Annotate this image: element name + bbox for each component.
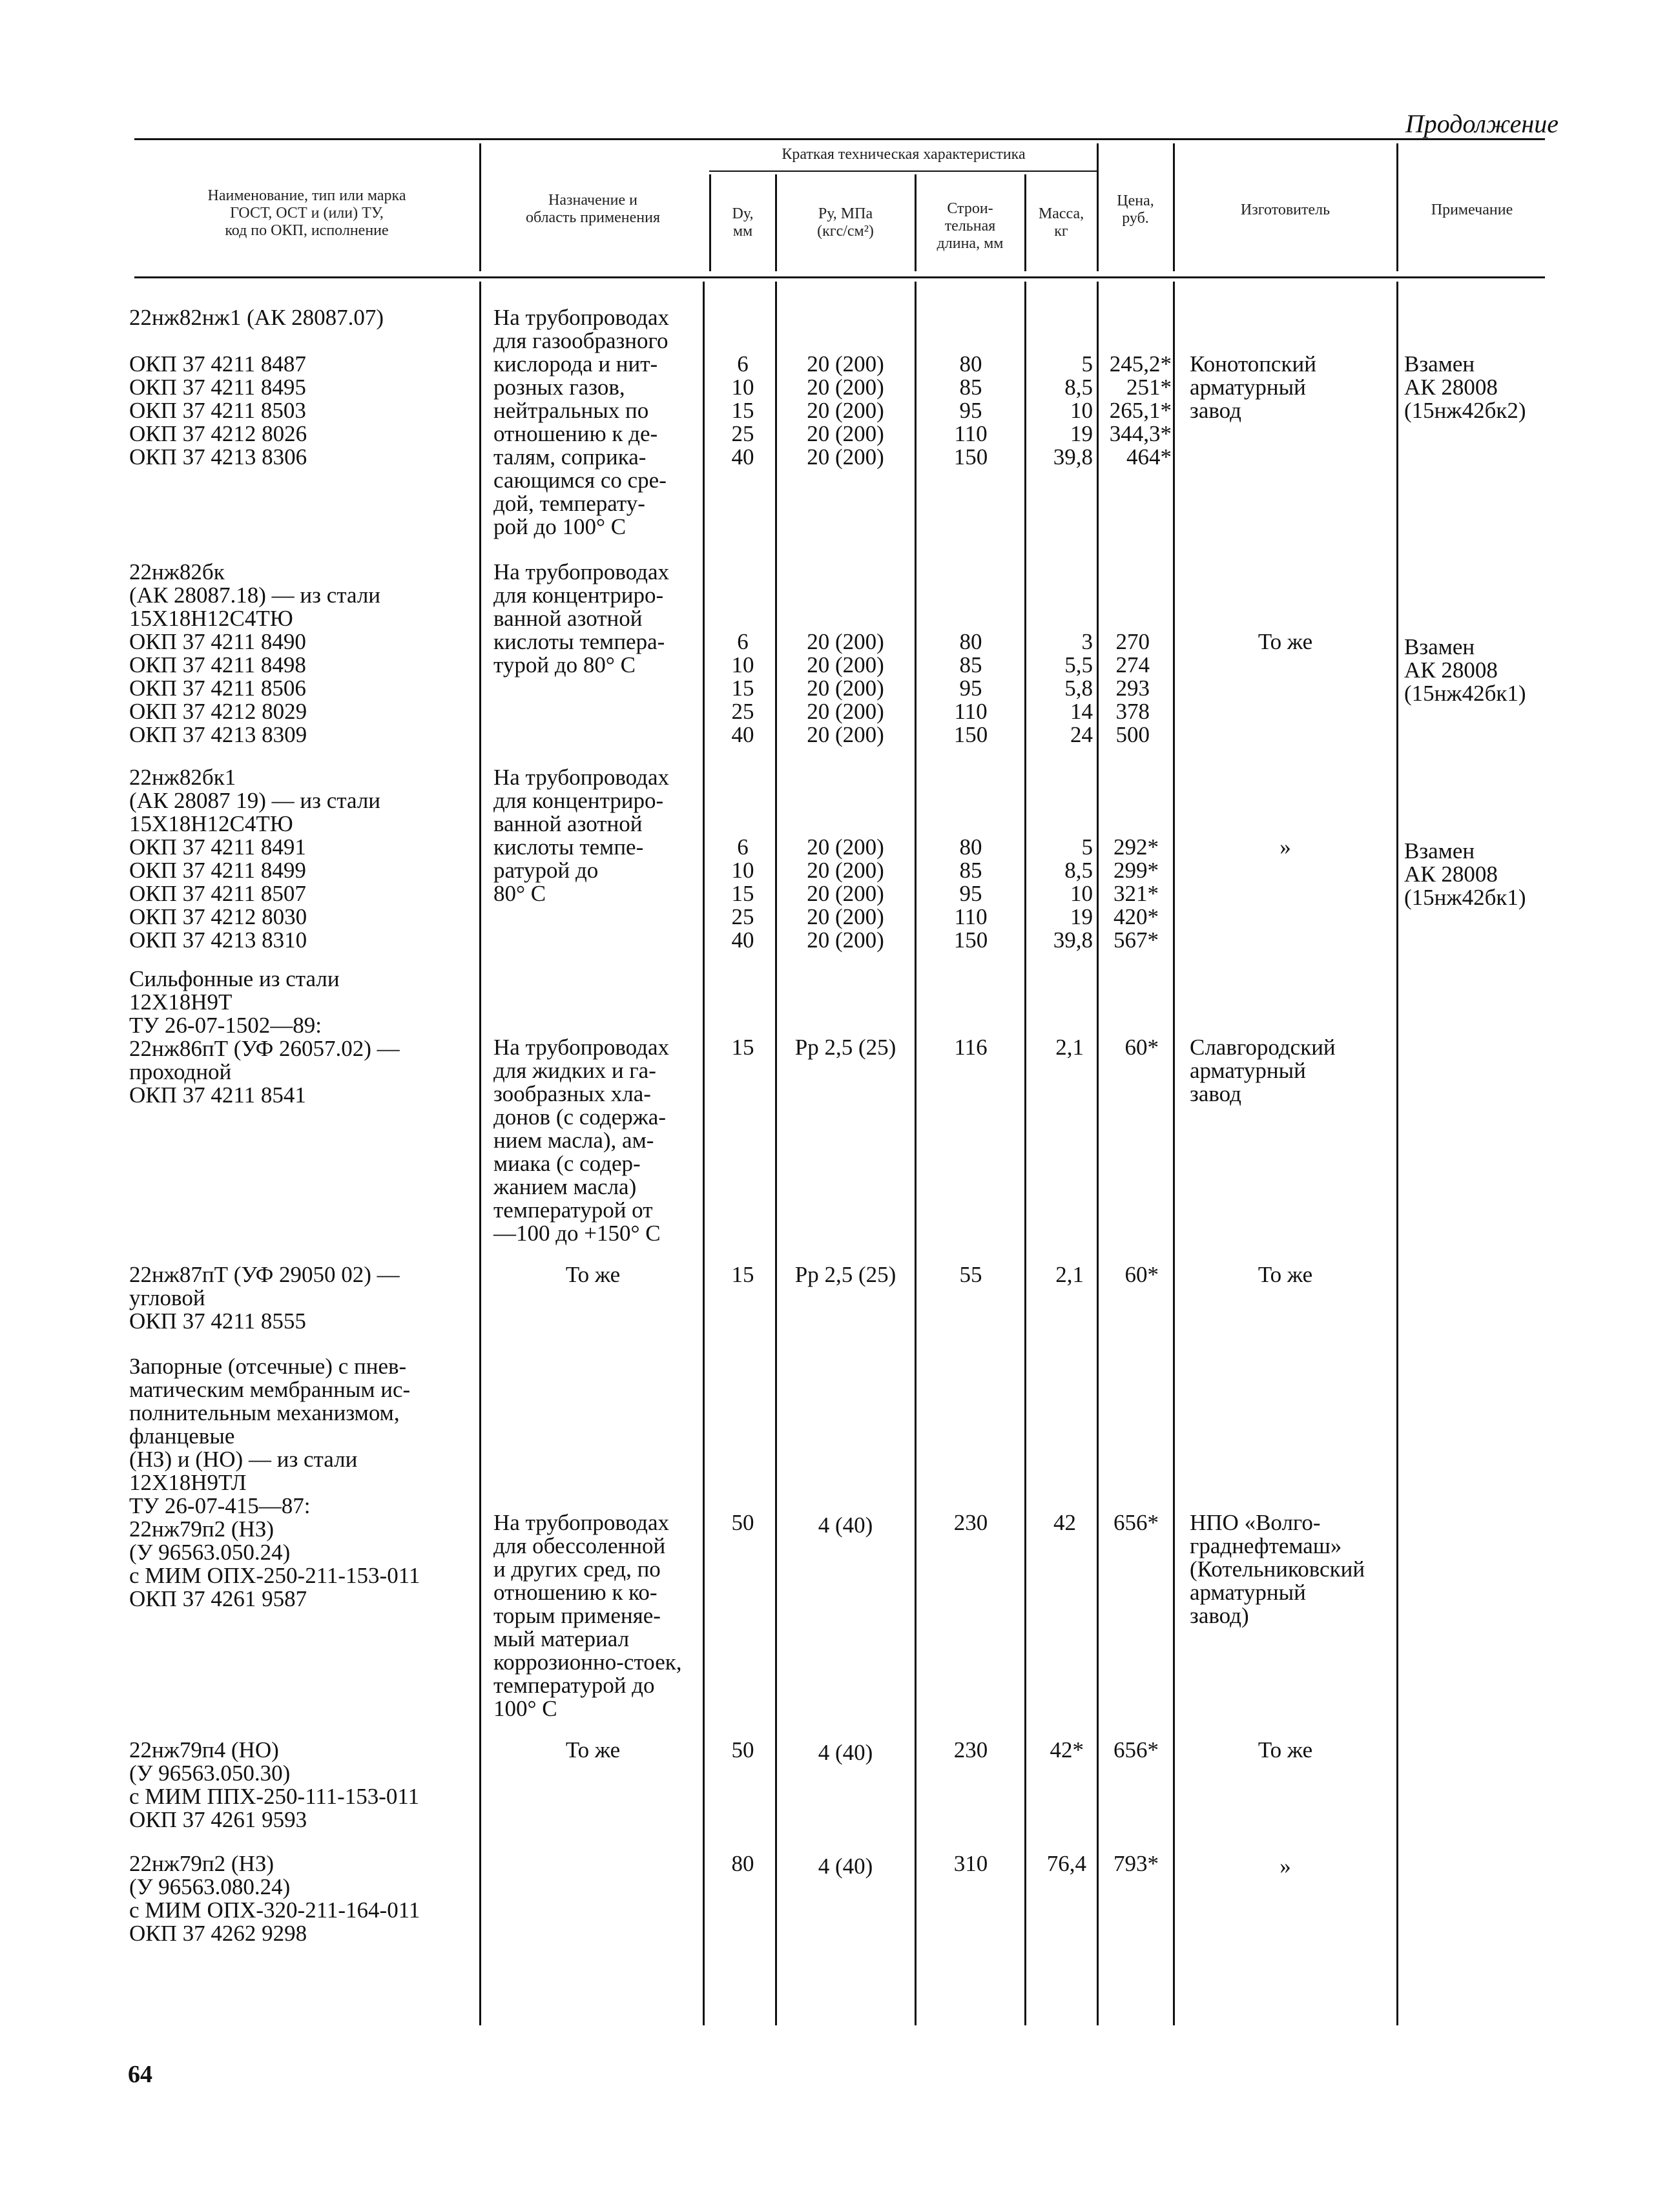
continuation-label: Продолжение bbox=[1405, 109, 1559, 138]
row-length: 230 bbox=[953, 1737, 988, 1762]
row-dy: 6 10 15 25 40 bbox=[731, 629, 754, 747]
row-maker: Конотопский арматурный завод bbox=[1190, 351, 1316, 423]
col-divider bbox=[1097, 143, 1099, 271]
row-name: 22нж82бк (АК 28087.18) — из стали 15Х18Н12С4ТЮ ОКП 37 4211 8490 ОКП 37 4211 8498 ОКП 37 4211 8506 ОКП 37 4212 8029 ОКП 37 4213 8309 bbox=[129, 559, 381, 747]
row-maker: То же bbox=[1258, 629, 1313, 654]
header-py: Pу, МПа (кгс/см²) bbox=[817, 205, 874, 240]
row-purpose: На трубопроводах для жидких и га- зообразных хла- донов (с содержа- нием масла), ам- миака (с содер- жанием масла) температурой от —100 до +150° С bbox=[493, 1035, 670, 1246]
row-py: 4 (40) bbox=[818, 1854, 873, 1879]
row-dy: 6 10 15 25 40 bbox=[731, 834, 754, 953]
header-maker: Изготовитель bbox=[1240, 202, 1331, 218]
header-note: Примечание bbox=[1431, 202, 1513, 218]
row-name: 22нж79п4 (НО) (У 96563.050.30) с МИМ ППХ-250-111-153-011 ОКП 37 4261 9593 bbox=[129, 1737, 420, 1832]
header-name: Наименование, тип или марка ГОСТ, ОСТ и (или) ТУ, код по ОКП, исполнение bbox=[207, 187, 406, 239]
row-price: 60* bbox=[1124, 1035, 1159, 1060]
row-dy: 50 bbox=[731, 1510, 754, 1535]
header-price: Цена, руб. bbox=[1117, 192, 1154, 227]
header-bottom-rule bbox=[134, 276, 1545, 278]
row-purpose: На трубопроводах для концентриро- ванной азотной кислоты темпера- турой до 80° С bbox=[493, 559, 670, 677]
header-length: Строи- тельная длина, мм bbox=[937, 200, 1004, 252]
col-divider bbox=[775, 282, 777, 2025]
row-price: 245,2* 251* 265,1* 344,3* 464* bbox=[1109, 351, 1172, 470]
col-divider bbox=[1024, 282, 1026, 2025]
row-purpose: На трубопроводах для концентриро- ванной азотной кислоты темпе- ратурой до 80° С bbox=[493, 765, 670, 906]
header-tech-group: Краткая техническая характеристика bbox=[782, 146, 1026, 163]
row-dy: 15 bbox=[731, 1035, 754, 1060]
row-mass: 76,4 bbox=[1046, 1851, 1086, 1876]
row-maker: То же bbox=[1258, 1737, 1313, 1762]
row-price: 270 274 293 378 500 bbox=[1115, 629, 1150, 747]
col-divider bbox=[709, 174, 711, 271]
row-price: 656* bbox=[1113, 1510, 1159, 1535]
row-mass: 2,1 bbox=[1055, 1262, 1084, 1287]
row-note: Взамен АК 28008 (15нж42бк2) bbox=[1404, 351, 1526, 423]
col-divider bbox=[1396, 143, 1398, 271]
row-name: 22нж82нж1 (АК 28087.07) ОКП 37 4211 8487 ОКП 37 4211 8495 ОКП 37 4211 8503 ОКП 37 4212 8026 ОКП 37 4213 8306 bbox=[129, 305, 384, 470]
row-maker: Славгородский арматурный завод bbox=[1190, 1035, 1336, 1106]
row-purpose: То же bbox=[565, 1737, 621, 1762]
row-maker: То же bbox=[1258, 1262, 1313, 1287]
row-length: 80 85 95 110 150 bbox=[953, 629, 988, 747]
row-length: 80 85 95 110 150 bbox=[953, 351, 988, 470]
col-divider bbox=[703, 282, 705, 2025]
row-mass: 3 5,5 5,8 14 24 bbox=[1064, 629, 1093, 747]
col-divider bbox=[915, 174, 917, 271]
col-divider bbox=[1024, 174, 1026, 271]
col-divider bbox=[479, 282, 481, 2025]
row-mass: 5 8,5 10 19 39,8 bbox=[1053, 351, 1093, 470]
tech-group-rule bbox=[709, 171, 1097, 172]
row-dy: 15 bbox=[731, 1262, 754, 1287]
row-length: 116 bbox=[954, 1035, 988, 1060]
header-dy: Dу, мм bbox=[732, 205, 754, 240]
row-note: Взамен АК 28008 (15нж42бк1) bbox=[1404, 838, 1526, 910]
row-name: Запорные (отсечные) с пнев- матическим мембранным ис- полнительным механизмом, фланцевые (НЗ) и (НО) — из стали 12Х18Н9ТЛ ТУ 26-07-415—87: 22нж79п2 (НЗ) (У 96563.050.24) с МИМ ОПХ-250-211-153-011 ОКП 37 4261 9587 bbox=[129, 1354, 420, 1611]
row-purpose: То же bbox=[565, 1262, 621, 1287]
col-divider bbox=[1173, 143, 1175, 271]
row-py: 20 (200) 20 (200) 20 (200) 20 (200) 20 (200) bbox=[807, 351, 884, 470]
row-name: Сильфонные из стали 12Х18Н9Т ТУ 26-07-1502—89: 22нж86пТ (УФ 26057.02) — проходной ОКП 37 4211 8541 bbox=[129, 966, 400, 1108]
row-maker: » bbox=[1279, 834, 1291, 860]
row-length: 80 85 95 110 150 bbox=[953, 834, 988, 953]
header-mass: Масса, кг bbox=[1038, 205, 1084, 240]
row-mass: 42* bbox=[1050, 1737, 1084, 1762]
row-py: Pр 2,5 (25) bbox=[794, 1035, 896, 1060]
header-top-rule bbox=[134, 138, 1545, 140]
row-price: 656* bbox=[1113, 1737, 1159, 1762]
row-py: 20 (200) 20 (200) 20 (200) 20 (200) 20 (200) bbox=[807, 629, 884, 747]
col-divider bbox=[775, 174, 777, 271]
row-note: Взамен АК 28008 (15нж42бк1) bbox=[1404, 634, 1526, 706]
col-divider bbox=[1097, 282, 1099, 2025]
row-price: 60* bbox=[1124, 1262, 1159, 1287]
header-purpose: Назначение и область применения bbox=[525, 192, 661, 226]
row-dy: 80 bbox=[731, 1851, 754, 1876]
col-divider bbox=[1396, 282, 1398, 2025]
row-purpose: На трубопроводах для обессоленной и других сред, по отношению к ко- торым применяе- мый материал коррозионно-стоек, температурой до 100° С bbox=[493, 1510, 682, 1721]
row-mass: 5 8,5 10 19 39,8 bbox=[1053, 834, 1093, 953]
page-number: 64 bbox=[128, 2061, 152, 2088]
row-price: 292* 299* 321* 420* 567* bbox=[1113, 834, 1159, 953]
col-divider bbox=[1173, 282, 1175, 2025]
row-length: 310 bbox=[953, 1851, 988, 1876]
row-length: 55 bbox=[959, 1262, 982, 1287]
row-dy: 6 10 15 25 40 bbox=[731, 351, 754, 470]
row-name: 22нж79п2 (НЗ) (У 96563.080.24) с МИМ ОПХ-320-211-164-011 ОКП 37 4262 9298 bbox=[129, 1851, 420, 1946]
row-name: 22нж82бк1 (АК 28087 19) — из стали 15Х18Н12С4ТЮ ОКП 37 4211 8491 ОКП 37 4211 8499 ОКП 37 4211 8507 ОКП 37 4212 8030 ОКП 37 4213 8310 bbox=[129, 765, 381, 953]
row-py: Pр 2,5 (25) bbox=[794, 1262, 896, 1287]
row-mass: 2,1 bbox=[1055, 1035, 1084, 1060]
col-divider bbox=[915, 282, 917, 2025]
row-py: 4 (40) bbox=[818, 1740, 873, 1765]
row-py: 20 (200) 20 (200) 20 (200) 20 (200) 20 (200) bbox=[807, 834, 884, 953]
row-py: 4 (40) bbox=[818, 1513, 873, 1538]
row-name: 22нж87пТ (УФ 29050 02) — угловой ОКП 37 4211 8555 bbox=[129, 1262, 400, 1334]
row-purpose: На трубопроводах для газообразного кислорода и нит- розных газов, нейтральных по отношению к де- талям, соприка- сающимся со сре- дой, температу- рой до 100° С bbox=[493, 305, 670, 539]
col-divider bbox=[479, 143, 481, 271]
row-maker: НПО «Волго- граднефтемаш» (Котельниковский арматурный завод) bbox=[1190, 1510, 1365, 1628]
row-maker: » bbox=[1279, 1854, 1291, 1879]
row-mass: 42 bbox=[1053, 1510, 1076, 1535]
row-dy: 50 bbox=[731, 1737, 754, 1762]
row-price: 793* bbox=[1113, 1851, 1159, 1876]
row-length: 230 bbox=[953, 1510, 988, 1535]
